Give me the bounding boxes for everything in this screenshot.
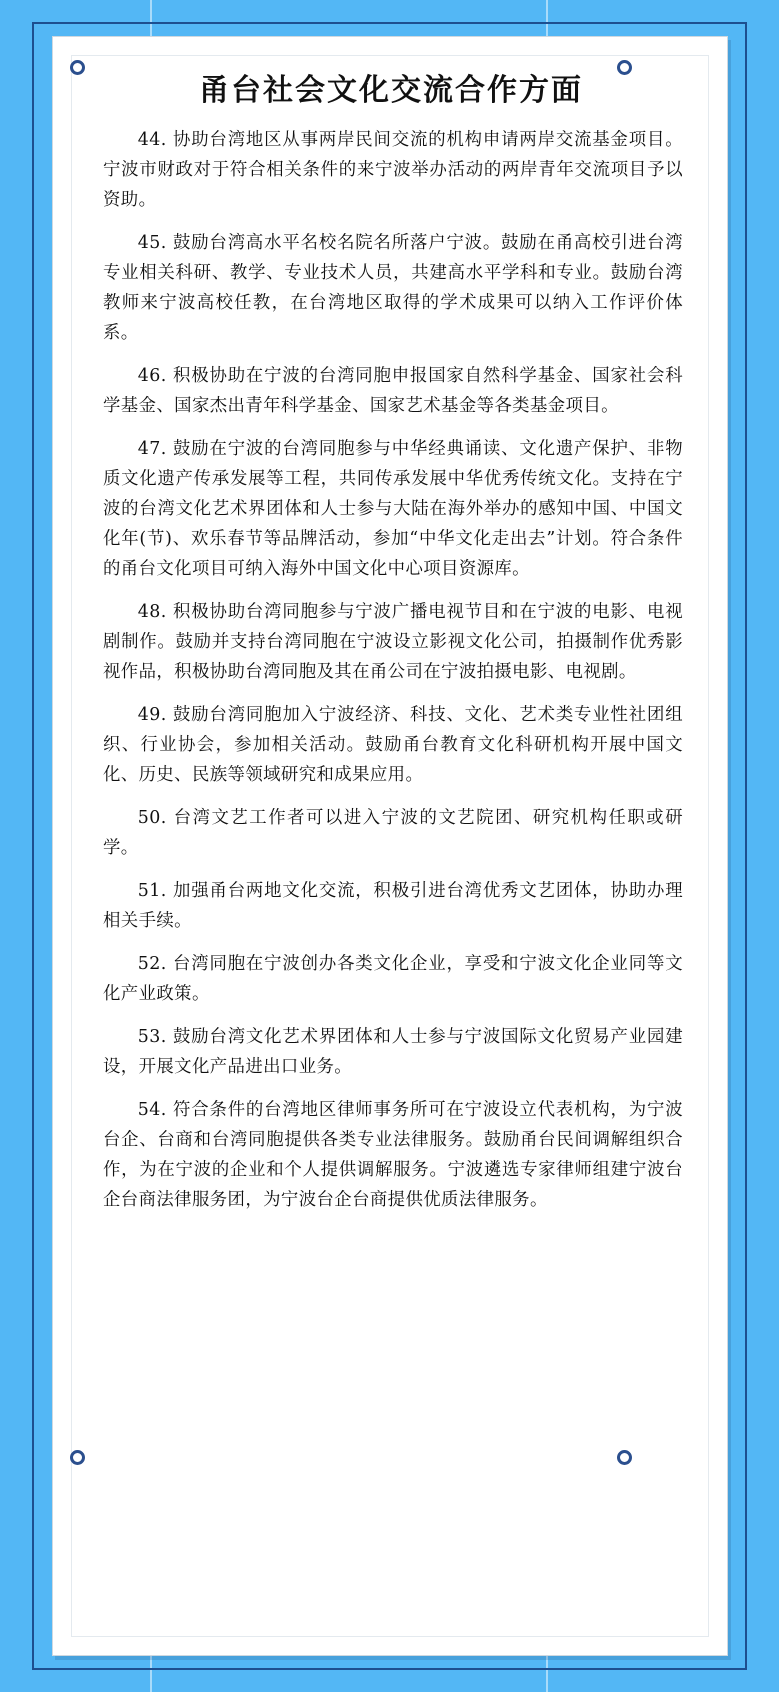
document-card [52, 36, 728, 1656]
paragraph-51: 51. 加强甬台两地文化交流，积极引进台湾优秀文艺团体，协助办理相关手续。 [103, 881, 683, 931]
paragraph-50: 50. 台湾文艺工作者可以进入宁波的文艺院团、研究机构任职或研学。 [103, 808, 683, 858]
paragraph-45: 45. 鼓励台湾高水平名校名院名所落户宁波。鼓励在甬高校引进台湾专业相关科研、教学、专业技术人员，共建高水平学科和专业。鼓励台湾教师来宁波高校任教，在台湾地区取得的学术成果可以纳入工作评价体系。 [103, 233, 683, 343]
screw-top-left-icon [70, 60, 85, 75]
paragraph-44: 44. 协助台湾地区从事两岸民间交流的机构申请两岸交流基金项目。宁波市财政对于符合相关条件的来宁波举办活动的两岸青年交流项目予以资助。 [103, 130, 683, 210]
paragraph-53: 53. 鼓励台湾文化艺术界团体和人士参与宁波国际文化贸易产业园建设，开展文化产品进出口业务。 [103, 1027, 683, 1077]
page-title: 甬台社会文化交流合作方面 [199, 73, 583, 108]
paragraph-54: 54. 符合条件的台湾地区律师事务所可在宁波设立代表机构，为宁波台企、台商和台湾同胞提供各类专业法律服务。鼓励甬台民间调解组织合作，为在宁波的企业和个人提供调解服务。宁波遴选专家律师组建宁波台企台商法律服务团，为宁波台企台商提供优质法律服务。 [103, 1100, 683, 1210]
document-body [103, 125, 683, 1605]
paragraph-46: 46. 积极协助在宁波的台湾同胞申报国家自然科学基金、国家社会科学基金、国家杰出青年科学基金、国家艺术基金等各类基金项目。 [103, 366, 683, 416]
paragraph-47: 47. 鼓励在宁波的台湾同胞参与中华经典诵读、文化遗产保护、非物质文化遗产传承发展等工程，共同传承发展中华优秀传统文化。支持在宁波的台湾文化艺术界团体和人士参与大陆在海外举办的感知中国、中国文化年(节)、欢乐春节等品牌活动，参加“中华文化走出去”计划。符合条件的甬台文化项目可纳入海外中国文化中心项目资源库。 [103, 439, 683, 579]
screw-bottom-right-icon [617, 1450, 632, 1465]
paragraph-52: 52. 台湾同胞在宁波创办各类文化企业，享受和宁波文化企业同等文化产业政策。 [103, 954, 683, 1004]
screw-bottom-left-icon [70, 1450, 85, 1465]
screw-top-right-icon [617, 60, 632, 75]
paragraph-49: 49. 鼓励台湾同胞加入宁波经济、科技、文化、艺术类专业性社团组织、行业协会，参加相关活动。鼓励甬台教育文化科研机构开展中国文化、历史、民族等领域研究和成果应用。 [103, 705, 683, 785]
paragraph-48: 48. 积极协助台湾同胞参与宁波广播电视节目和在宁波的电影、电视剧制作。鼓励并支持台湾同胞在宁波设立影视文化公司，拍摄制作优秀影视作品，积极协助台湾同胞及其在甬公司在宁波拍摄电影、电视剧。 [103, 602, 683, 682]
